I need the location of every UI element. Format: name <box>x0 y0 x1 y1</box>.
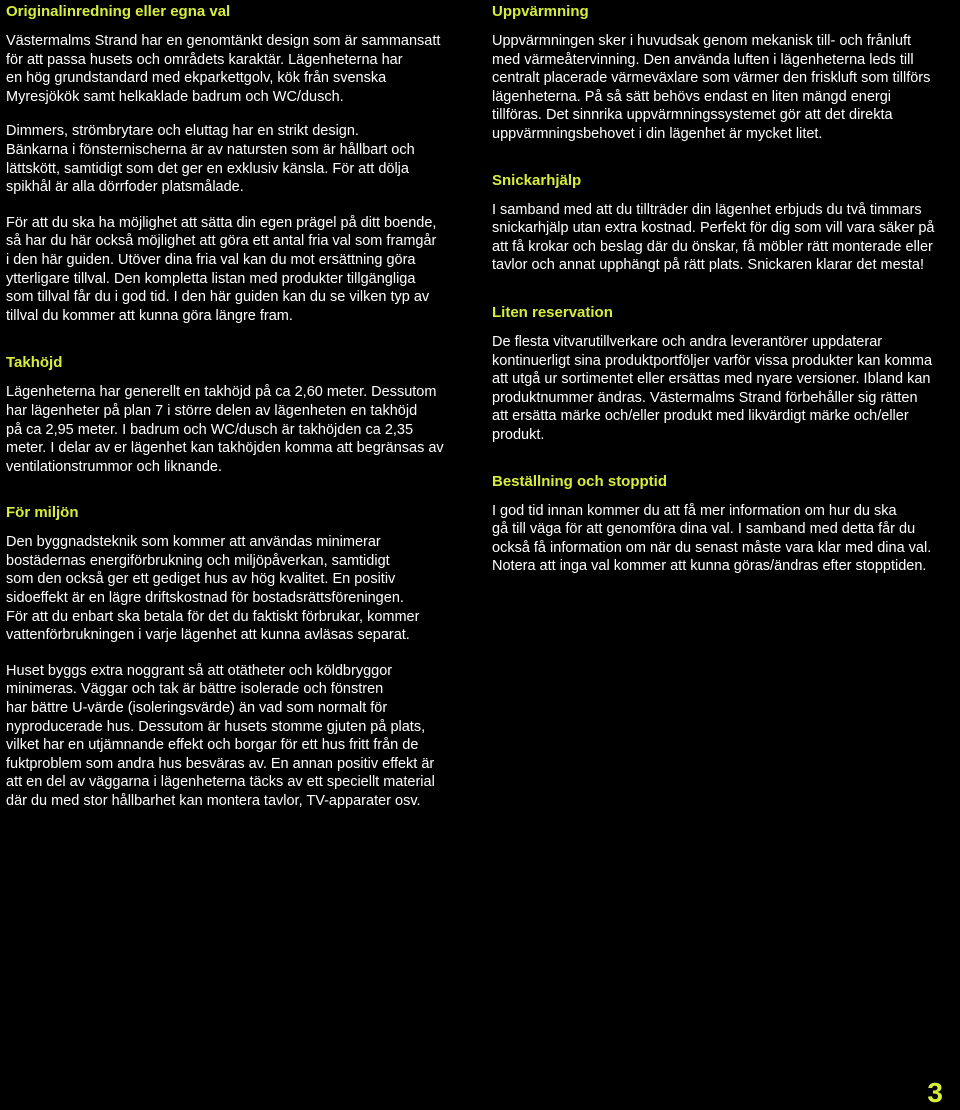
section-heading-liten-reservation: Liten reservation <box>492 303 613 321</box>
text-line: Uppvärmningen sker i huvudsak genom mekanisk till- och frånluft <box>492 33 912 49</box>
text-line: ytterligare tillval. Den kompletta listan med produkter tillgängliga <box>6 270 416 287</box>
text-line: Den byggnadsteknik som kommer att användas minimerar <box>6 534 381 551</box>
text-line: att få krokar och beslag där du önskar, få möbler rätt monterade eller <box>492 238 933 255</box>
text-line: minimeras. Väggar och tak är bättre isolerade och fönstren <box>6 681 384 698</box>
paragraph <box>492 502 956 576</box>
paragraph <box>492 333 956 445</box>
text-line: centralt placerade värmeväxlare som värmer den friskluft som tillförs <box>492 70 931 87</box>
text-line: tillföras. Det sinnrika uppvärmningssystemet gör att det direkta <box>492 107 893 124</box>
text-line: så har du här också möjlighet att göra ett antal fria val som framgår <box>6 233 437 250</box>
section-heading-snickarhjalp: Snickarhjälp <box>492 171 582 189</box>
paragraph <box>6 662 468 811</box>
text-line: också få information om när du senast måste vara klar med dina val. <box>492 539 932 556</box>
text-line: kontinuerligt sina produktportföljer varför vissa produkter kan komma <box>492 352 933 369</box>
text-line: snickarhjälp utan extra kostnad. Perfekt för dig som vill vara säker på <box>492 220 935 237</box>
text-line: Lägenheterna har generellt en takhöjd på ca 2,60 meter. Dessutom <box>6 384 437 401</box>
text-line: sidoeffekt är en lägre driftskostnad för bostadsrättsföreningen. <box>6 590 404 607</box>
text-line: att en del av väggarna i lägenheterna täcks av ett speciellt material <box>6 774 435 791</box>
text-line: De flesta vitvarutillverkare och andra leverantörer uppdaterar <box>492 333 883 350</box>
text-line: har bättre U-värde (isoleringsvärde) än vad som normalt för <box>6 700 388 717</box>
paragraph <box>6 214 468 326</box>
text-line: på ca 2,95 meter. I badrum och WC/dusch är takhöjden ca 2,35 <box>6 421 414 438</box>
text-line: i den här guiden. Utöver dina fria val kan du mot ersättning göra <box>6 251 416 268</box>
paragraph <box>492 201 956 275</box>
paragraph <box>492 32 956 144</box>
text-line: att utgå ur sortimentet eller ersättas med nyare versioner. Ibland kan <box>492 371 931 388</box>
text-line: lägenheterna. På så sätt behövs endast en liten mängd energi <box>492 88 892 105</box>
paragraph <box>6 122 468 196</box>
text-line: tillval du kommer att kunna göra längre fram. <box>6 307 293 324</box>
text-line: produkt. <box>492 426 545 443</box>
text-line: I god tid innan kommer du att få mer information om hur du ska <box>492 502 897 519</box>
text-line: I samband med att du tillträder din lägenhet erbjuds du två timmars <box>492 201 922 218</box>
section-heading-originalinredning: Originalinredning eller egna val <box>6 3 231 20</box>
text-line: gå till väga för att genomföra dina val. I samband med detta får du <box>492 521 916 538</box>
text-line: För att du ska ha möjlighet att sätta din egen prägel på ditt boende, <box>6 214 437 231</box>
text-line: Bänkarna i fönsternischerna är av natursten som är hållbart och <box>6 141 415 158</box>
right-column <box>492 0 956 576</box>
text-line: nyproducerade hus. Dessutom är husets stomme gjuten på plats, <box>6 718 426 735</box>
section-heading-takhojd: Takhöjd <box>6 354 63 372</box>
text-line: Huset byggs extra noggrant så att otätheter och köldbryggor <box>6 662 393 679</box>
paragraph <box>6 32 468 106</box>
text-line: Notera att inga val kommer att kunna göras/ändras efter stopptiden. <box>492 558 927 575</box>
text-line: bostädernas energiförbrukning och miljöpåverkan, samtidigt <box>6 552 390 569</box>
text-line: meter. I delar av er lägenhet kan takhöjden komma att begränsas av <box>6 440 444 457</box>
text-line: vattenförbrukningen i varje lägenhet att kunna avläsas separat. <box>6 627 410 644</box>
text-line: vilket har en utjämnande effekt och borgar för ett hus fritt från de <box>6 737 419 754</box>
paragraph <box>6 383 468 476</box>
text-line: lättskött, samtidigt som det ger en exklusiv känsla. För att dölja <box>6 160 409 177</box>
left-column <box>6 0 468 811</box>
text-line: produktnummer ändras. Västermalms Strand förbehåller sig rätten <box>492 389 918 406</box>
paragraph <box>6 533 468 645</box>
page-number: 3 <box>927 1077 943 1108</box>
text-line: som tillval får du i god tid. I den här guiden kan du se vilken typ av <box>6 289 430 306</box>
section-heading-bestallning-och-stopptid: Beställning och stopptid <box>492 472 667 490</box>
text-line: Dimmers, strömbrytare och eluttag har en strikt design. <box>6 123 359 140</box>
section-heading-for-miljon: För miljön <box>6 504 79 522</box>
section-heading-uppvarmning: Uppvärmning <box>492 3 589 20</box>
text-line: en hög grundstandard med ekparkettgolv, kök från svenska <box>6 70 387 87</box>
text-line: ventilationstrummor och liknande. <box>6 458 222 475</box>
text-line: med värmeåtervinning. Den använda luften i lägenheterna leds till <box>492 51 914 68</box>
text-line: Myresjökök samt helkaklade badrum och WC/dusch. <box>6 88 344 105</box>
text-line: tavlor och annat upphängt på rätt plats. Snickaren klarar det mesta! <box>492 257 925 274</box>
text-line: där du med stor hållbarhet kan montera tavlor, TV-apparater osv. <box>6 793 421 809</box>
text-line: Västermalms Strand har en genomtänkt design som är sammansatt <box>6 33 441 49</box>
text-line: för att passa husets och områdets karaktär. Lägenheterna har <box>6 51 403 68</box>
text-line: som den också ger ett gediget hus av hög kvalitet. En positiv <box>6 571 396 588</box>
text-line: fuktproblem som andra hus besväras av. En annan positiv effekt är <box>6 755 435 772</box>
text-line: har lägenheter på plan 7 i större delen av lägenheten en takhöjd <box>6 402 418 419</box>
text-line: För att du enbart ska betala för det du faktiskt förbrukar, kommer <box>6 608 420 625</box>
text-line: uppvärmningsbehovet i din lägenhet är mycket litet. <box>492 125 823 142</box>
text-line: att ersätta märke och/eller produkt med likvärdigt märke och/eller <box>492 408 909 425</box>
text-line: spikhål är alla dörrfoder platsmålade. <box>6 179 244 196</box>
